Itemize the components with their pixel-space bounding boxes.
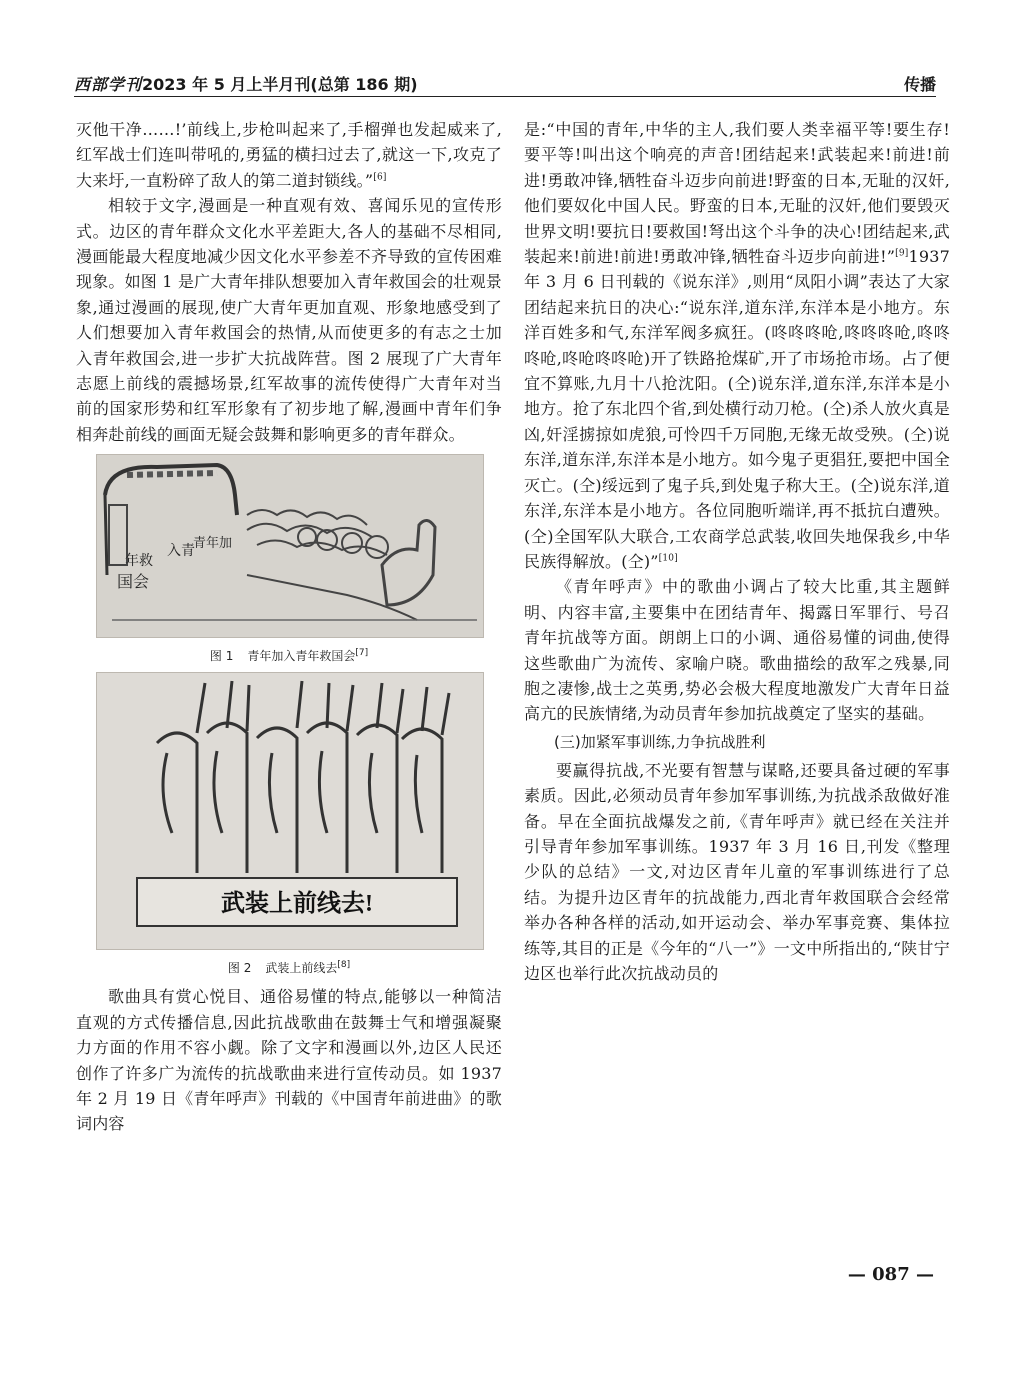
right-column bbox=[524, 117, 950, 986]
citation-6: [6] bbox=[373, 172, 387, 183]
figure-2-number: 图 2 bbox=[227, 961, 252, 976]
figure-1-cartoon bbox=[97, 455, 483, 637]
left-paragraph-3: 歌曲具有赏心悦目、通俗易懂的特点,能够以一种简洁直观的方式传播信息,因此抗战歌曲在鼓舞士气和增强凝聚力方面的作用不容小觑。除了文字和漫画以外,边区人民还创作了许多广为流传的抗战歌曲来进行宣传动员。如 1937 年 2 月 19 日《青年呼声》刊载的《中国青年前进曲》的歌词内容 bbox=[76, 987, 502, 1134]
fig1-text-d: 国会 bbox=[117, 574, 150, 592]
left-paragraph-2: 相较于文字,漫画是一种直观有效、喜闻乐见的宣传形式。边区的青年群众文化水平差距大,各人的基础不尽相同,漫画能最大程度地减少因文化水平参差不齐导致的宣传困难现象。如图 1 是广大青年排队想要加入青年救国会的壮观景象,通过漫画的展现,使广大青年更加直观、形象地感受到了人们想要加入青年救国会的热情,从而使更多的有志之士加入青年救国会,进一步扩大抗战阵营。图 2 展现了广大青年志愿上前线的震撼场景,红军故事的流传使得广大青年对当前的国家形势和红军形象有了初步地了解,漫画中青年们争相奔赴前线的画面无疑会鼓舞和影响更多的青年群众。 bbox=[76, 196, 502, 444]
journal-logo: 西部学刊 bbox=[74, 75, 143, 94]
left-paragraph-1 bbox=[76, 117, 502, 193]
citation-9: [9] bbox=[895, 248, 909, 259]
right-paragraph-1-cont: 1937 年 3 月 6 日刊载的《说东洋》,则用“凤阳小调”表达了大家团结起来抗日的决心:“说东洋,道东洋,东洋本是小地方。东洋百姓多和气,东洋军阀多疯狂。(咚咚咚呛,咚咚咚呛,咚咚咚呛,咚呛咚咚呛)开了铁路抢煤矿,开了市场抢市场。占了便宜不算账,九月十八抢沈阳。(仝)说东洋,道东洋,东洋本是小地方。抢了东北四个省,到处横行动刀枪。(仝)杀人放火真是凶,奸淫掳掠如虎狼,可怜四千万同胞,无缘无故受殃。(仝)说东洋,道东洋,东洋本是小地方。如今鬼子更猖狂,要把中国全灭亡。(仝)绥远到了鬼子兵,到处鬼子称大王。(仝)说东洋,道东洋,东洋本是小地方。各位同胞听端详,再不抵抗白遭殃。(仝)全国军队大联合,工农商学总武装,收回失地保我乡,中华民族得解放。(仝)” bbox=[524, 247, 950, 571]
figure-1-image bbox=[96, 454, 484, 638]
journal-issue: 2023 年 5 月上半月刊(总第 186 期) bbox=[142, 75, 418, 94]
page-number: — 087 — bbox=[847, 1264, 934, 1285]
figure-1-number: 图 1 bbox=[209, 649, 234, 664]
left-column bbox=[76, 117, 502, 1137]
citation-10: [10] bbox=[658, 553, 678, 564]
running-header bbox=[74, 72, 936, 97]
figure-2-caption bbox=[76, 959, 502, 976]
fig1-text-c: 年救 bbox=[125, 554, 153, 570]
section-subheading: (三)加紧军事训练,力争抗战胜利 bbox=[554, 732, 766, 751]
figure-2-title: 武装上前线去 bbox=[265, 961, 338, 976]
figure-2-image bbox=[96, 672, 484, 950]
figure-1-title: 青年加入青年救国会 bbox=[247, 649, 356, 664]
fig2-banner-text: 武装上前线去! bbox=[221, 891, 373, 918]
fig1-text-b: 入青 bbox=[167, 544, 195, 560]
fig1-text-a: 青年加 bbox=[193, 535, 233, 551]
figure-2-cartoon bbox=[97, 673, 483, 949]
journal-title bbox=[74, 72, 418, 95]
citation-7: [7] bbox=[355, 648, 369, 659]
right-paragraph-1 bbox=[524, 117, 950, 574]
right-paragraph-1-text: 是:“中国的青年,中华的主人,我们要人类幸福平等!要生存!要平等!叫出这个响亮的声音!团结起来!武装起来!前进!前进!勇敢冲锋,牺牲奋斗迈步向前进!野蛮的日本,无耻的汉奸,他们要奴化中国人民。野蛮的日本,无耻的汉奸,他们要毁灭世界文明!要抗日!要救国!弩出这个斗争的决心!团结起来,武装起来!前进!前进!勇敢冲锋,牺牲奋斗迈步向前进!” bbox=[524, 120, 950, 267]
left-paragraph-1-text: 灭他干净……!’前线上,步枪叫起来了,手榴弹也发起威来了,红军战士们连叫带吼的,勇猛的横扫过去了,就这一下,攻克了大来圩,一直粉碎了敌人的第二道封锁线。” bbox=[76, 120, 502, 190]
right-paragraph-3: 要赢得抗战,不光要有智慧与谋略,还要具备过硬的军事素质。因此,必须动员青年参加军事训练,为抗战杀敌做好准备。早在全面抗战爆发之前,《青年呼声》就已经在关注并引导青年参加军事训练。1937 年 3 月 16 日,刊发《整理少队的总结》一文,对边区青年儿童的军事训练进行了总结。为提升边区青年的抗战能力,西北青年救国联合会经常举办各种各样的活动,如开运动会、举办军事竞赛、集体拉练等,其目的正是《今年的“八一”》一文中所指出的,“陕甘宁边区也举行此次抗战动员的 bbox=[524, 760, 950, 983]
citation-8: [8] bbox=[337, 960, 351, 971]
figure-1-caption bbox=[76, 647, 502, 664]
section-label: 传播 bbox=[903, 75, 936, 94]
right-paragraph-2: 《青年呼声》中的歌曲小调占了较大比重,其主题鲜明、内容丰富,主要集中在团结青年、揭露日军罪行、号召青年抗战等方面。朗朗上口的小调、通俗易懂的词曲,使得这些歌曲广为流传、家喻户晓。歌曲描绘的敌军之残暴,同胞之凄惨,战士之英勇,势必会极大程度地激发广大青年日益高亢的民族情绪,为动员青年参加抗战奠定了坚实的基础。 bbox=[524, 577, 950, 724]
